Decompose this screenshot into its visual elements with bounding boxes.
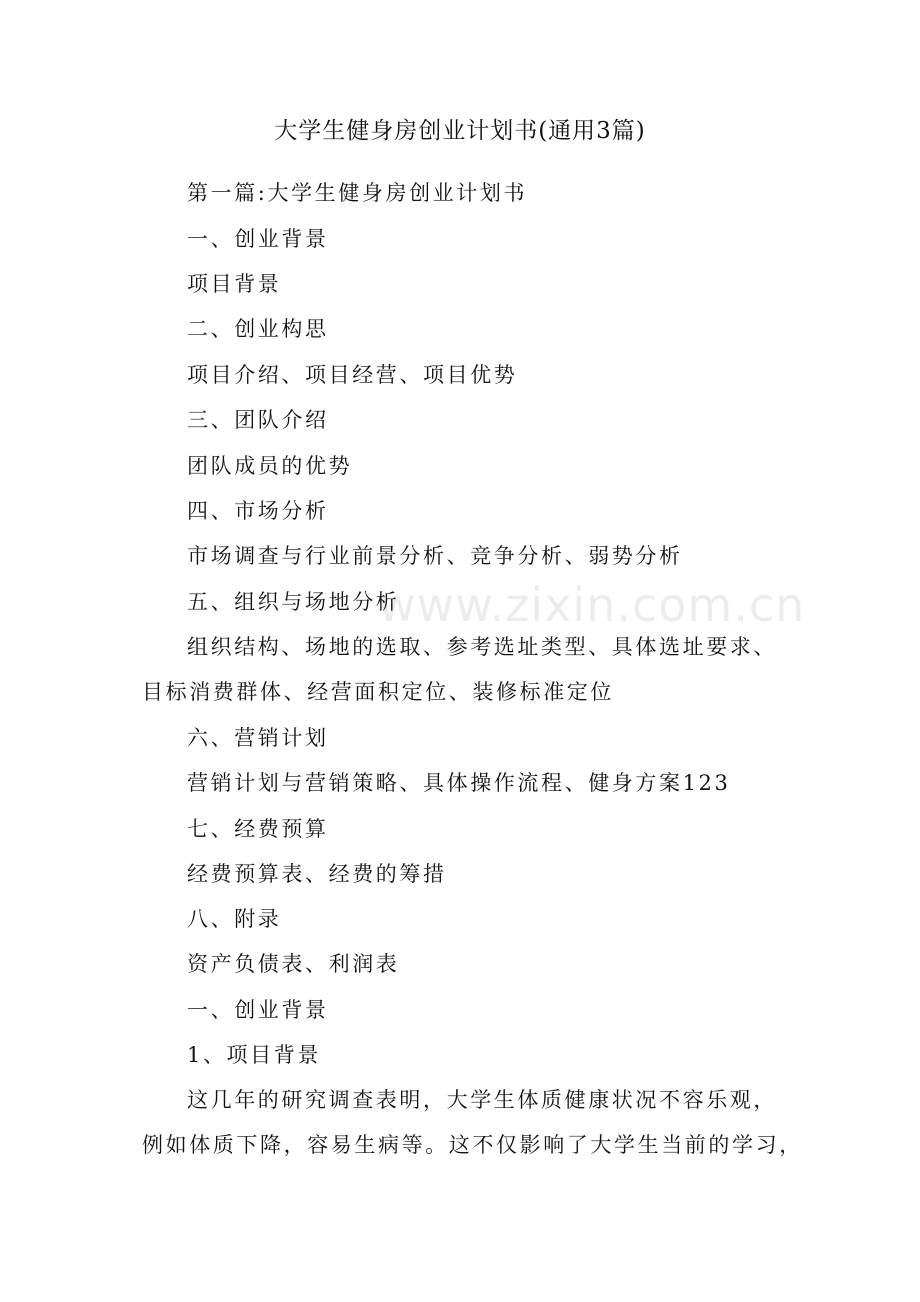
watermark: www.zixin.com.cn: [378, 578, 806, 632]
outline-item: 项目背景: [187, 272, 282, 296]
outline-item-continued: 目标消费群体、经营面积定位、装修标准定位: [142, 680, 614, 704]
outline-item: 经费预算表、经费的筹措: [187, 862, 447, 886]
outline-item: 团队成员的优势: [187, 454, 353, 478]
outline-item: 二、创业构思: [187, 317, 329, 341]
section-heading: 第一篇:大学生健身房创业计划书: [187, 181, 528, 205]
outline-item: 营销计划与营销策略、具体操作流程、健身方案123: [187, 771, 731, 795]
paragraph-line: 这几年的研究调查表明，大学生体质健康状况不容乐观，: [187, 1088, 777, 1112]
outline-item: 三、团队介绍: [187, 408, 329, 432]
outline-item: 市场调查与行业前景分析、竞争分析、弱势分析: [187, 544, 683, 568]
outline-item: 八、附录: [187, 907, 282, 931]
outline-item: 项目介绍、项目经营、项目优势: [187, 363, 518, 387]
section-heading: 一、创业背景: [187, 998, 329, 1022]
outline-item: 资产负债表、利润表: [187, 952, 400, 976]
outline-item: 一、创业背景: [187, 227, 329, 251]
document-title: 大学生健身房创业计划书(通用3篇): [274, 118, 646, 144]
outline-item: 七、经费预算: [187, 817, 329, 841]
outline-item: 六、营销计划: [187, 726, 329, 750]
subsection-heading: 1、项目背景: [187, 1043, 321, 1067]
outline-item: 五、组织与场地分析: [187, 590, 400, 614]
outline-item: 四、市场分析: [187, 499, 329, 523]
paragraph-line: 例如体质下降，容易生病等。这不仅影响了大学生当前的学习，: [142, 1133, 803, 1157]
outline-item: 组织结构、场地的选取、参考选址类型、具体选址要求、: [187, 635, 777, 659]
